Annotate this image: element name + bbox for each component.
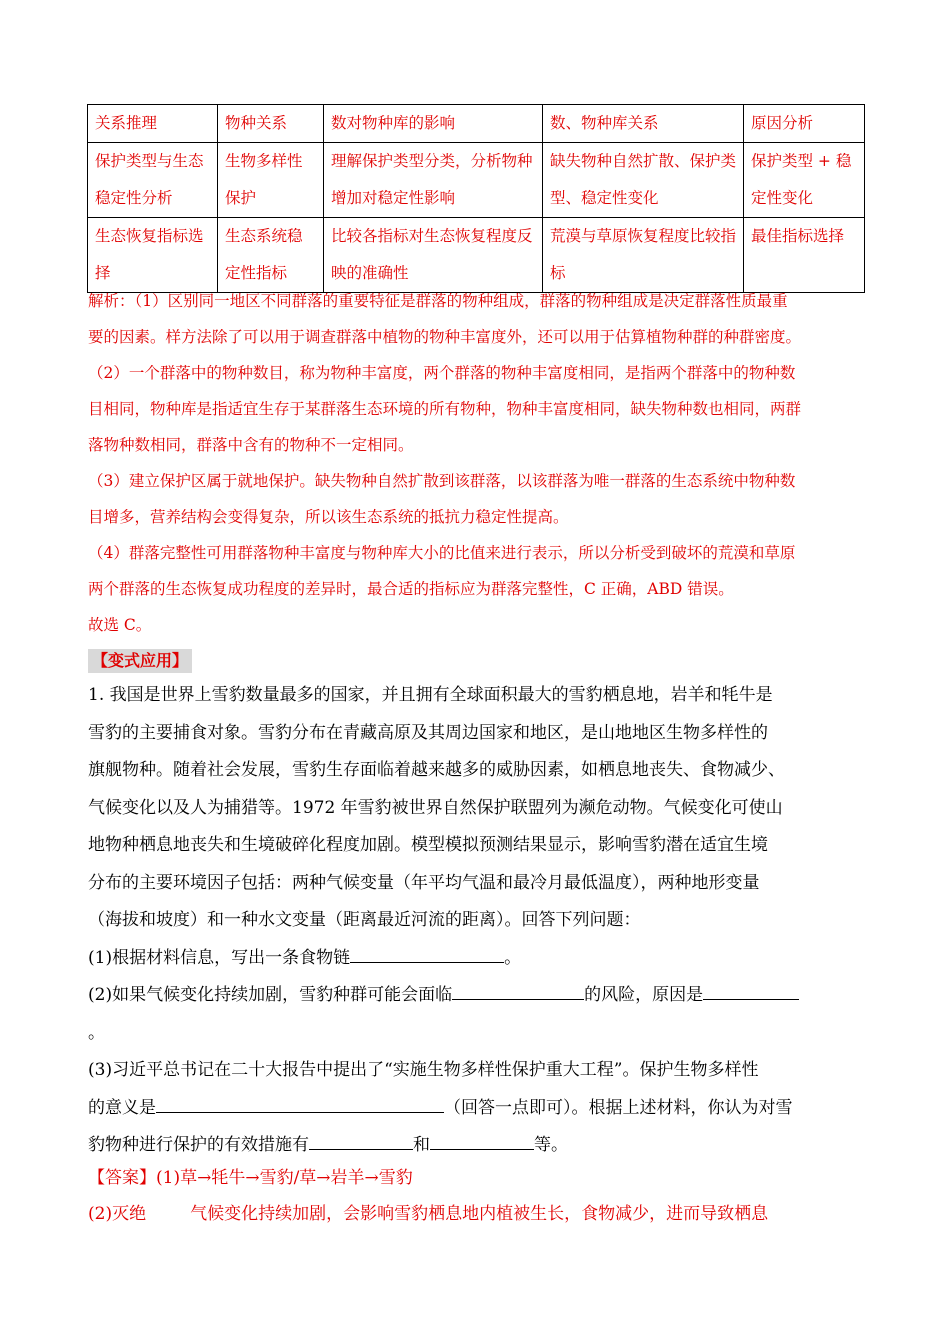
analysis-paragraph-1: [88, 283, 858, 355]
text-line: 。: [88, 1022, 105, 1043]
text-line: 目相同，物种库是指适宜生存于某群落生态环境的所有物种，物种丰富度相同，缺失物种数也相同，两群: [88, 400, 802, 418]
table-row: [88, 105, 865, 143]
analysis-paragraph-4: [88, 535, 858, 607]
text-span: 等。: [534, 1135, 568, 1155]
table-cell: 关系推理: [88, 105, 218, 143]
analysis-paragraph-2: [88, 355, 858, 463]
text-span: (2)如果气候变化持续加剧，雪豹种群可能会面临: [88, 985, 453, 1005]
table-cell: 比较各指标对生态恢复程度反映的准确性: [324, 218, 543, 293]
subquestion-2: [88, 977, 863, 1015]
text-line: 地物种栖息地丧失和生境破碎化程度加剧。模型模拟预测结果显示，影响雪豹潜在适宜生境: [88, 835, 768, 855]
answer-line-2: [88, 1196, 868, 1232]
table-cell: 数对物种库的影响: [324, 105, 543, 143]
table-cell: 理解保护类型分类，分析物种增加对稳定性影响: [324, 143, 543, 218]
text-span: 气候变化持续加剧，会影响雪豹栖息地内植被生长，食物减少，进而导致栖息: [190, 1204, 769, 1224]
text-line: (3)习近平总书记在二十大报告中提出了“实施生物多样性保护重大工程”。保护生物多样性: [88, 1060, 759, 1080]
text-line: 旗舰物种。随着社会发展，雪豹生存面临着越来越多的威胁因素，如栖息地丧失、食物减少、: [88, 760, 785, 780]
text-span: 豹物种进行保护的有效措施有: [88, 1135, 309, 1155]
answer-blank[interactable]: [452, 977, 584, 1000]
text-line: （4）群落完整性可用群落物种丰富度与物种库大小的比值来进行表示，所以分析受到破坏的荒漠和草原: [88, 544, 796, 562]
text-span: （回答一点即可）。根据上述材料，你认为对雪: [444, 1097, 793, 1118]
text-line: 分布的主要环境因子包括：两种气候变量（年平均气温和最冷月最低温度），两种地形变量: [88, 872, 760, 893]
text-line: （海拔和坡度）和一种水文变量（距离最近河流的距离）。回答下列问题：: [88, 910, 641, 930]
text-line: （3）建立保护区属于就地保护。缺失物种自然扩散到该群落，以该群落为唯一群落的生态系统中物种数: [88, 472, 796, 490]
table-cell: 生物多样性保护: [218, 143, 324, 218]
text-span: (1)草→牦牛→雪豹/草→岩羊→雪豹: [156, 1168, 413, 1188]
text-line: 要的因素。样方法除了可以用于调查群落中植物的物种丰富度外，还可以用于估算植物种群的种群密度。: [88, 328, 802, 346]
answer-blank[interactable]: [430, 1127, 534, 1150]
text-line: 1. 我国是世界上雪豹数量最多的国家，并且拥有全球面积最大的雪豹栖息地，岩羊和牦牛是: [88, 685, 773, 705]
answer-blank[interactable]: [156, 1090, 444, 1113]
text-line: 雪豹的主要捕食对象。雪豹分布在青藏高原及其周边国家和地区，是山地地区生物多样性的: [88, 722, 768, 743]
text-span: (2)灭绝: [88, 1204, 147, 1224]
analysis-conclusion: 故选 C。: [88, 616, 152, 634]
analysis-table: [87, 104, 865, 293]
table-cell: 保护类型与生态稳定性分析: [88, 143, 218, 218]
analysis-paragraph-3: [88, 463, 858, 535]
answer-blank[interactable]: [703, 977, 799, 1000]
subquestion-3-line-2: [88, 1090, 863, 1128]
answer-blank[interactable]: [350, 940, 504, 963]
text-span: (1)根据材料信息，写出一条食物链: [88, 947, 351, 968]
table-cell: 生态恢复指标选择: [88, 218, 218, 293]
answer-block: [88, 1160, 868, 1232]
text-line: 落物种数相同，群落中含有的物种不一定相同。: [88, 436, 414, 454]
question-stem: [88, 677, 863, 1165]
table-cell: 最佳指标选择: [744, 218, 865, 293]
answer-line-1: [88, 1160, 868, 1196]
text-line: 目增多，营养结构会变得复杂，所以该生态系统的抵抗力稳定性提高。: [88, 508, 569, 526]
table-cell: 物种关系: [218, 105, 324, 143]
table-cell: 保护类型 + 稳定性变化: [744, 143, 865, 218]
subquestion-1: [88, 940, 863, 978]
text-span: 和: [413, 1135, 430, 1155]
table-row: [88, 218, 865, 293]
table-cell: 数、物种库关系: [543, 105, 744, 143]
subquestion-3-line-3: [88, 1127, 863, 1165]
text-line: 解析：（1）区别同一地区不同群落的重要特征是群落的物种组成，群落的物种组成是决定群落性质最重: [88, 292, 788, 310]
text-span: 的意义是: [88, 1097, 156, 1118]
text-line: （2）一个群落中的物种数目，称为物种丰富度，两个群落的物种丰富度相同，是指两个群落中的物种数: [88, 364, 796, 382]
answer-blank[interactable]: [309, 1127, 413, 1150]
table-row: [88, 143, 865, 218]
text-span: 的风险，原因是: [584, 985, 704, 1005]
table-cell: 缺失物种自然扩散、保护类型、稳定性变化: [543, 143, 744, 218]
table-cell: 原因分析: [744, 105, 865, 143]
section-tag: 【变式应用】: [88, 649, 192, 673]
table-cell: 生态系统稳定性指标: [218, 218, 324, 293]
table-cell: 荒漠与草原恢复程度比较指标: [543, 218, 744, 293]
answer-label: 【答案】: [88, 1168, 156, 1188]
text-line: 两个群落的生态恢复成功程度的差异时，最合适的指标应为群落完整性，C 正确，ABD 错误。: [88, 580, 734, 598]
text-line: 气候变化以及人为捕猎等。1972 年雪豹被世界自然保护联盟列为濒危动物。气候变化可使山: [88, 797, 783, 818]
text-span: 。: [504, 947, 522, 968]
